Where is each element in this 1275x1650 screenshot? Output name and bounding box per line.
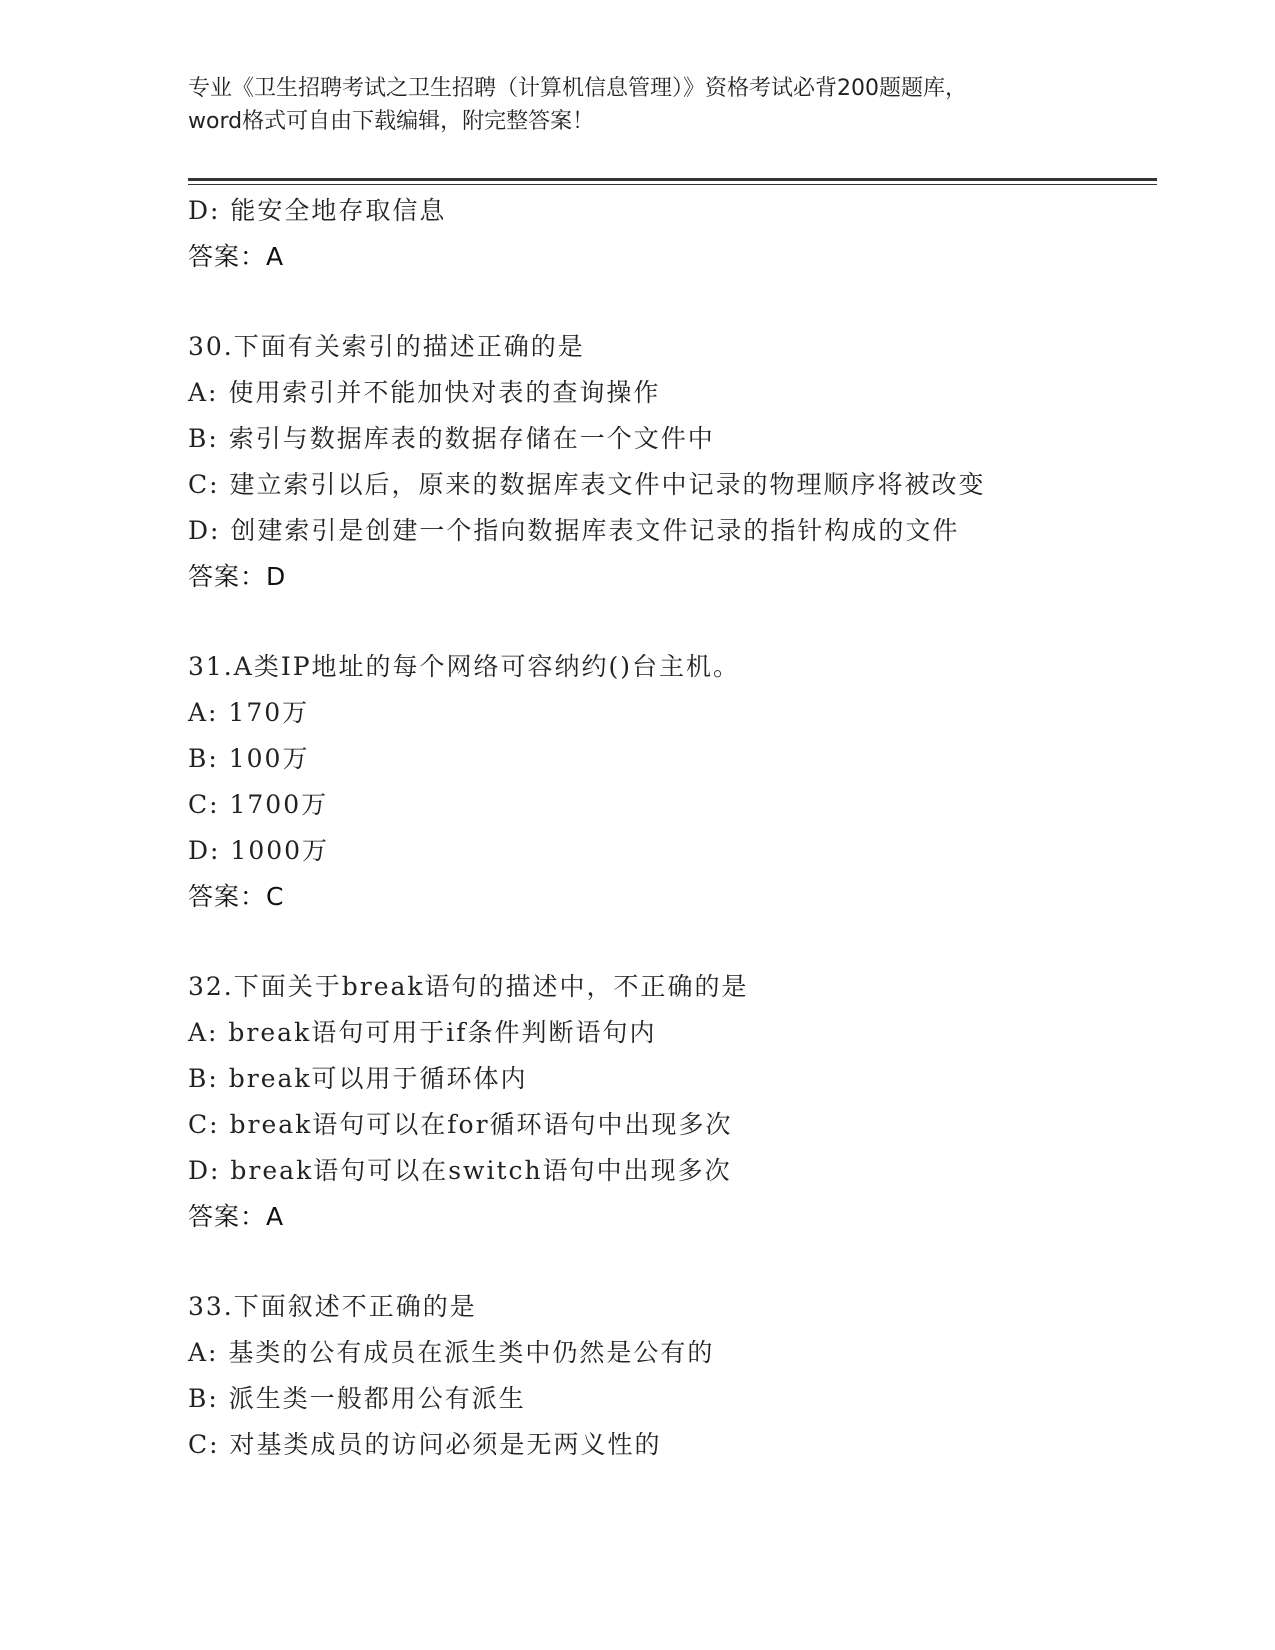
spacer	[188, 920, 1148, 964]
question-block-30	[188, 324, 1148, 600]
header-divider-thick	[188, 178, 1157, 181]
option-c: C: 建立索引以后，原来的数据库表文件中记录的物理顺序将被改变	[188, 470, 986, 499]
document-body	[188, 188, 1148, 1468]
option-a: A: 使用索引并不能加快对表的查询操作	[188, 378, 661, 407]
option-b: B: 100万	[188, 744, 310, 773]
header-divider-thin	[188, 184, 1157, 185]
question-stem: 31.A类IP地址的每个网络可容纳约()台主机。	[188, 652, 741, 681]
spacer	[188, 600, 1148, 644]
option-d: D: 1000万	[188, 836, 330, 865]
prev-answer: 答案：A	[188, 242, 285, 271]
option-c: C: 1700万	[188, 790, 329, 819]
option-c: C: 对基类成员的访问必须是无两义性的	[188, 1430, 662, 1459]
question-stem: 30.下面有关索引的描述正确的是	[188, 332, 585, 361]
question-block-33	[188, 1284, 1148, 1468]
option-d: D: break语句可以在switch语句中出现多次	[188, 1156, 732, 1185]
header-line-1: 专业《卫生招聘考试之卫生招聘（计算机信息管理）》资格考试必背200题题库，	[188, 76, 967, 101]
option-b: B: break可以用于循环体内	[188, 1064, 528, 1093]
question-block-31	[188, 644, 1148, 920]
prev-option-d: D: 能安全地存取信息	[188, 196, 447, 225]
question-stem: 32.下面关于break语句的描述中，不正确的是	[188, 972, 749, 1001]
answer: 答案：A	[188, 1202, 285, 1231]
document-header	[188, 72, 1088, 138]
question-stem: 33.下面叙述不正确的是	[188, 1292, 477, 1321]
spacer	[188, 1240, 1148, 1284]
option-a: A: break语句可用于if条件判断语句内	[188, 1018, 657, 1047]
option-a: A: 基类的公有成员在派生类中仍然是公有的	[188, 1338, 715, 1367]
option-b: B: 派生类一般都用公有派生	[188, 1384, 526, 1413]
header-line-2: word格式可自由下载编辑，附完整答案！	[188, 109, 595, 134]
answer: 答案：D	[188, 562, 287, 591]
option-b: B: 索引与数据库表的数据存储在一个文件中	[188, 424, 715, 453]
question-block-32	[188, 964, 1148, 1240]
spacer	[188, 280, 1148, 324]
option-c: C: break语句可以在for循环语句中出现多次	[188, 1110, 733, 1139]
answer: 答案：C	[188, 882, 285, 911]
option-d: D: 创建索引是创建一个指向数据库表文件记录的指针构成的文件	[188, 516, 960, 545]
option-a: A: 170万	[188, 698, 310, 727]
